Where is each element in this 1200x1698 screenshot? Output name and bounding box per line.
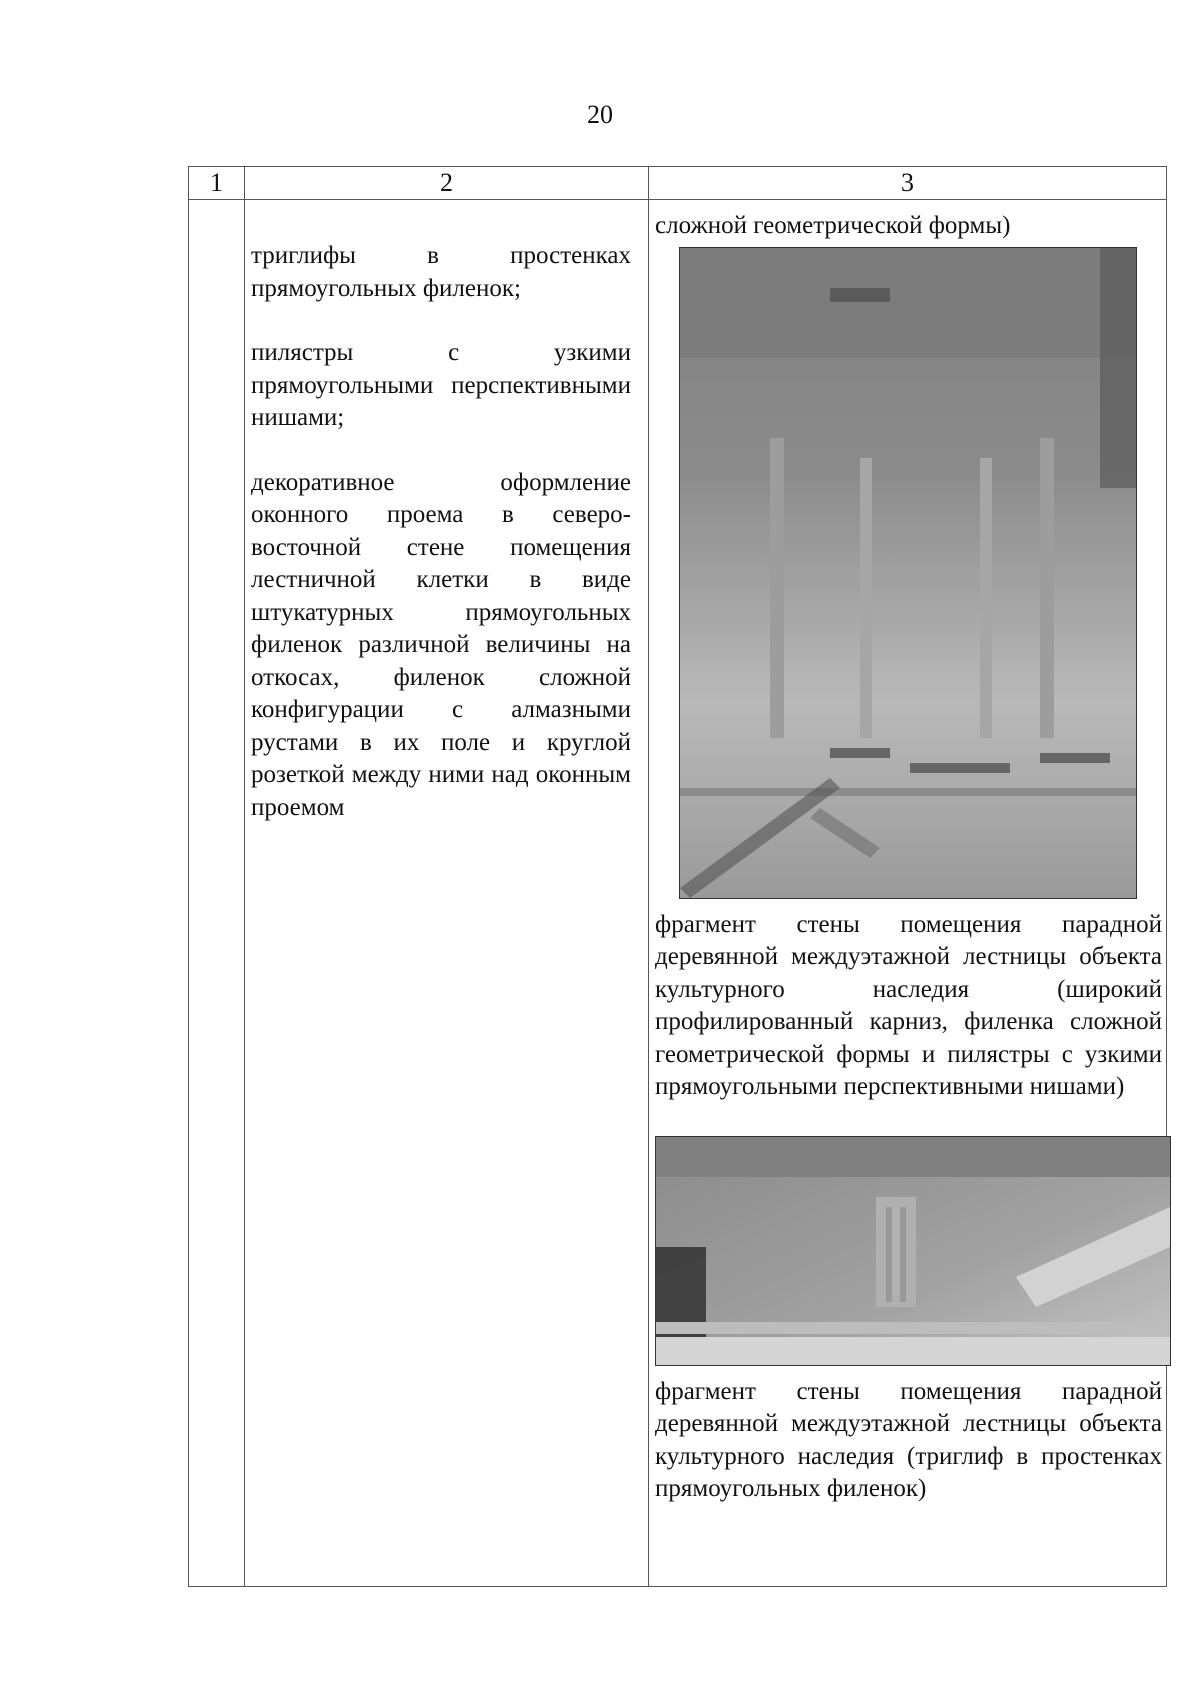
content-table <box>188 166 1167 1587</box>
photo1-caption: фрагмент стены помещения парадной деревянной междуэтажной лестницы объекта культурного наследия (широкий профилированный карниз, филенка сложной геометрической формы и пилястры с узкими прямоугольными перспективными нишами) <box>655 910 1162 1100</box>
table-header-row <box>189 167 1167 200</box>
photo-stair-wall-triglyph <box>655 1136 1171 1366</box>
header-col-1: 1 <box>189 167 245 200</box>
photo-stair-wall-cornice <box>679 247 1137 899</box>
page-number: 20 <box>587 100 613 129</box>
cell-col-2 <box>245 200 649 1587</box>
header-col-2: 2 <box>245 167 649 200</box>
photo2-caption: фрагмент стены помещения парадной деревянной междуэтажной лестницы объекта культурного наследия (триглиф в простенках прямоугольных филенок) <box>655 1377 1162 1502</box>
paragraph-triglyphs: триглифы в простенках прямоугольных филенок; <box>251 242 631 302</box>
continuation-text: сложной геометрической формы) <box>655 212 1011 239</box>
paragraph-pilasters: пилястры с узкими прямоугольными перспективными нишами; <box>251 339 631 431</box>
table-body-row <box>189 200 1167 1587</box>
paragraph-window-decoration: декоративное оформление оконного проема в северо-восточной стене помещения лестничной клетки в виде штукатурных прямоугольных филенок различной величины на откосах, филенок сложной конфигурации с алмазными рустами в их поле и круглой розеткой между ними над оконным проемом <box>251 468 631 821</box>
cell-col-1 <box>189 200 245 1587</box>
header-col-3: 3 <box>649 167 1167 200</box>
cell-col-3 <box>649 200 1167 1587</box>
